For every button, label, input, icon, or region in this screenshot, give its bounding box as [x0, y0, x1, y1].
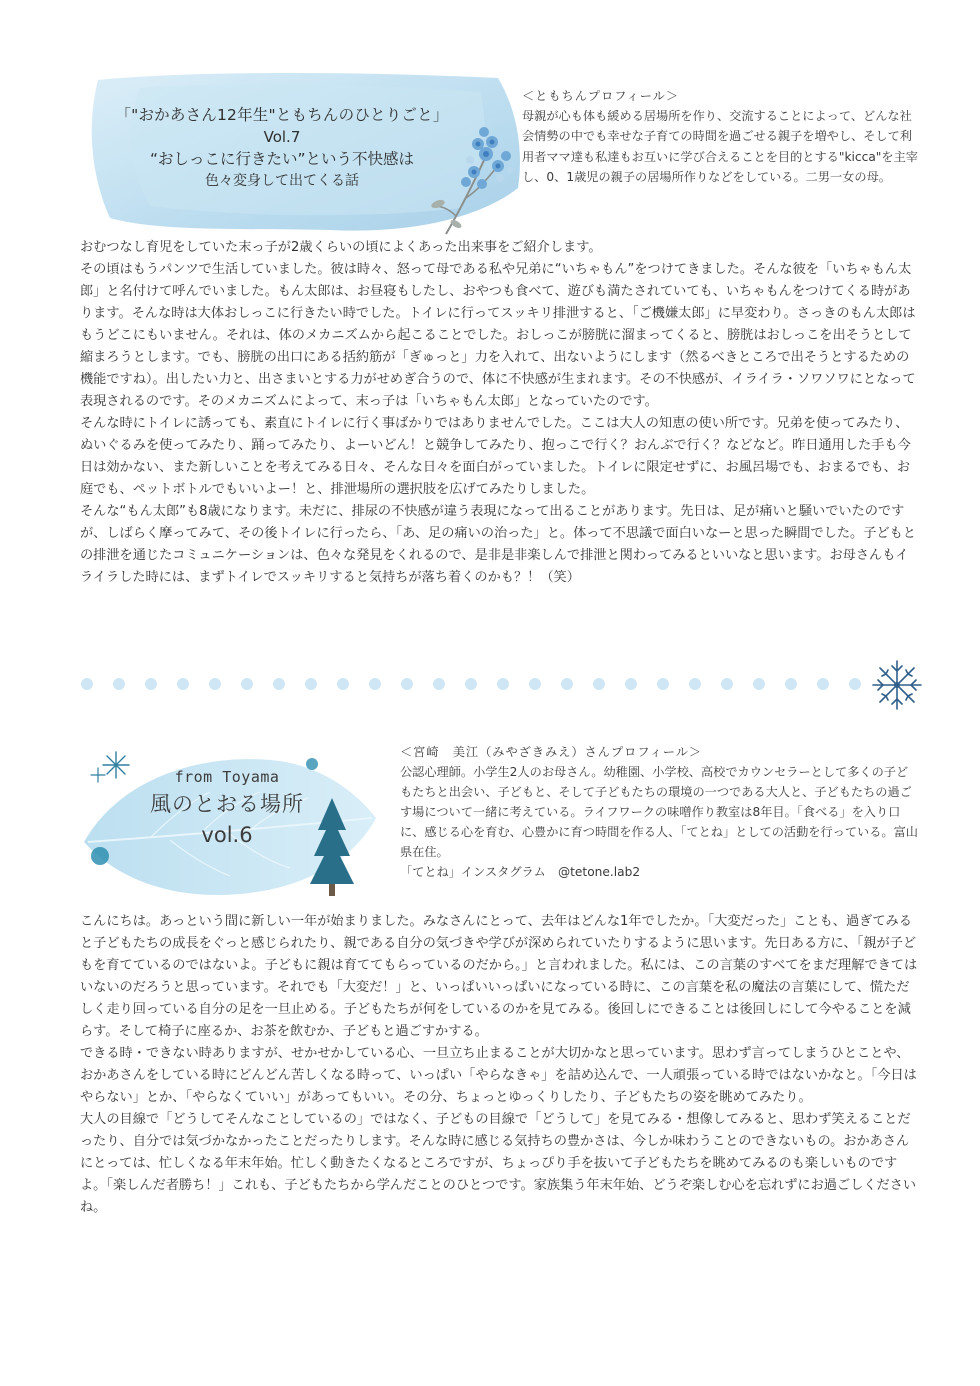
profile-instagram: 「てとね」インスタグラム @tetone.lab2: [400, 865, 641, 879]
paragraph: こんにちは。あっという間に新しい一年が始まりました。みなさんにとって、去年はどんな1年でしたか。「大変だった」ことも、過ぎてみると子どもたちの成長をぐっと感じられたり、親である自分の気づきや学びが深められていたりするように思います。先日ある方に、「親が子どもを育てているのではないよ。子どもに親は育ててもらっているのだから。」と言われました。私には、この言葉のすべてをまだ理解できてはいないのだろうと思っています。それでも「大変だ！」と、いっぱいいっぱいになっている時に、この言葉を私の魔法の言葉にして、慌ただしく走り回っている自分の足を一旦止める。子どもたちが何をしているのかを見てみる。後回しにできることは後回しにして今やることを減らす。そして椅子に座るか、お茶を飲むか、子どもと過ごすかする。: [80, 914, 918, 1039]
profile-body: 母親が心も体も緩める居場所を作り、交流することによって、どんな社会情勢の中でも幸せな子育ての時間を過ごせる親子を増やし、そして利用者ママ達も私達もお互いに学び合えることを目的とする"kicca"を主宰し、0、1歳児の親子の居場所作りなどをしている。二男一女の母。: [522, 109, 918, 184]
paragraph: そんな“もん太郎”も8歳になります。未だに、排尿の不快感が違う表現になって出ることがあります。先日は、足が痛いと騒いでいたのですが、しばらく摩ってみて、その後トイレに行ったら、「あ、足の痛いの治った」と。体って不思議で面白いなーと思った瞬間でした。子どもとの排泄を通じたコミュニケーションは、色々な発見をくれるので、是非是非楽しんで排泄と関わってみるといいなと思います。お母さんもイライラした時には、まずトイレでスッキリすると気持ちが落ち着くのかも？！（笑）: [80, 504, 916, 585]
paragraph: おむつなし育児をしていた末っ子が2歳くらいの頃によくあった出来事をご紹介します。: [80, 240, 602, 255]
profile-heading: ＜宮崎 美江（みやざきみえ）さんプロフィール＞: [400, 745, 703, 759]
author-profile-miyazaki: [400, 742, 920, 882]
author-profile-tomochin: [522, 86, 918, 187]
title-line-subtopic: 色々変身して出てくる話: [205, 173, 359, 189]
paragraph: できる時・できない時ありますが、せかせかしている心、一旦立ち止まることが大切かなと思っています。思わず言ってしまうひとことや、おかあさんをしている時にどんどん苦しくなる時って、いっぱい「やらなきゃ」を詰め込んで、一人頑張っている時ではないかなと。「今日はやらない」とか、「やらなくていい」があってもいい。その分、ちょっとゆっくりしたり、子どもたちの姿を眺めてみたり。: [80, 1046, 917, 1105]
profile-body: 公認心理師。小学生2人のお母さん。幼稚園、小学校、高校でカウンセラーとして多くの子どもたちと出会い、子どもと、そして子どもたちの環境の一つである大人と、子どもたちの過ごす場について一緒に考えている。ライフワークの味噌作り教室は8年目。「食べる」を入り口に、感じる心を育む、心豊かに育つ時間を作る人、「てとね」としての活動を行っている。富山県在住。: [400, 765, 918, 859]
article-body-toyama: [80, 911, 920, 1219]
profile-heading: ＜ともちんプロフィール＞: [522, 89, 680, 103]
paragraph: 大人の目線で「どうしてそんなことしているの」ではなく、子どもの目線で「どうして」を見てみる・想像してみると、思わず笑えることだったり、自分では気づかなかったことだったりします。そんな時に感じる気持ちの豊かさは、今しか味わうことのできないもの。おかあさんにとっては、忙しくなる年末年始。忙しく動きたくなるところですが、ちょっぴり手を抜いて子どもたちを眺めてみるのも楽しいものですよ。「楽しんだ者勝ち！」これも、子どもたちから学んだことのひとつです。家族集う年末年始、どうぞ楽しむ心を忘れずにお過ごしくださいね。: [80, 1112, 917, 1215]
blue-flower-illustration: [426, 120, 518, 238]
paragraph: その頃はもうパンツで生活していました。彼は時々、怒って母である私や兄弟に“いちゃもん”をつけてきました。そんな彼を「いちゃもん太郎」と名付けて呼んでいました。もん太郎は、お昼寝もしたし、おやつも食べて、遊びも満たされていても、いちゃもんをつけてくる時があります。そんな時は大体おしっこに行きたい時でした。トイレに行ってスッキリ排泄すると、「ご機嫌太郎」に早変わり。さっきのもん太郎はもうどこにもいません。それは、体のメカニズムから起こることでした。おしっこが膀胱に溜まってくると、膀胱はおしっこを出そうとして縮まろうとします。でも、膀胱の出口にある括約筋が「ぎゅっと」力を入れて、出ないようにします（然るべきところで出そうとするための機能ですね）。出したい力と、出さまいとする力がせめぎ合うので、体に不快感が生まれます。その不快感が、イライラ・ソワソワにとなって表現されるのです。そのメカニズムによって、末っ子は「いちゃもん太郎」となっていたのです。: [80, 262, 916, 409]
column-title: [92, 104, 472, 192]
title-line-topic: “おしっこに行きたい”という不快感は: [149, 150, 415, 168]
dotted-divider: [80, 677, 870, 691]
snowflake-icon: [870, 658, 924, 712]
column-title-toyama: [122, 766, 332, 850]
title-volume: vol.6: [201, 823, 253, 847]
article-body-tomochin: [80, 237, 920, 589]
title-line-volume: Vol.7: [263, 128, 301, 146]
title-from-toyama: from Toyama: [174, 768, 280, 786]
title-line-series: 「"おかあさん12年生"ともちんのひとりごと」: [115, 106, 449, 124]
title-kaze-no-tooru-basho: 風のとおる場所: [150, 792, 304, 816]
paragraph: そんな時にトイレに誘っても、素直にトイレに行く事ばかりではありませんでした。ここは大人の知恵の使い所です。兄弟を使ってみたり、ぬいぐるみを使ってみたり、踊ってみたり、よーいどん！と競争してみたり、抱っこで行く？おんぶで行く？などなど。昨日通用した手も今日は効かない、また新しいことを考えてみる日々、そんな日々を面白がっていました。トイレに限定せずに、お風呂場でも、おまるでも、お庭でも、ペットボトルでもいいよー！と、排泄場所の選択肢を広げてみたりしました。: [80, 416, 911, 497]
